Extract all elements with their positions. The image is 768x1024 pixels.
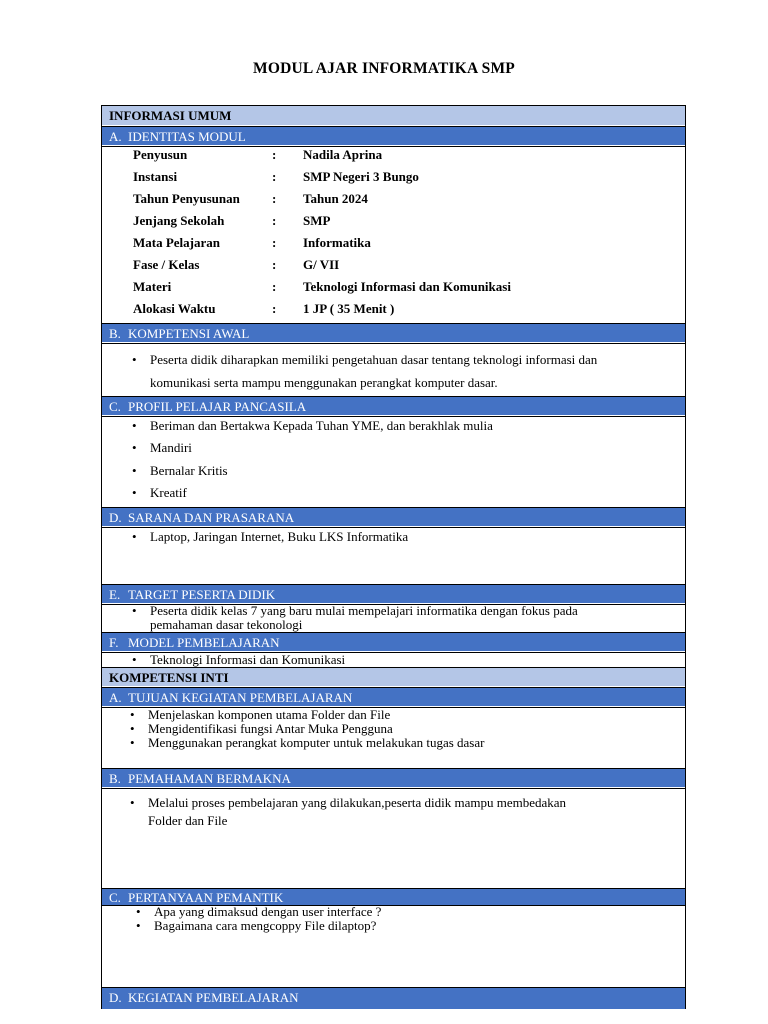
module-table bbox=[101, 105, 686, 1009]
list-item: • Menggunakan perangkat komputer untuk melakukan tugas dasar bbox=[130, 735, 485, 750]
list-item: • Bernalar Kritis bbox=[132, 463, 228, 478]
section-title: MODEL PEMBELAJARAN bbox=[128, 635, 280, 650]
row-key: Materi bbox=[133, 279, 172, 294]
bullet-icon: • bbox=[132, 352, 137, 367]
section-letter: F. bbox=[109, 635, 119, 650]
list-item-continuation: komunikasi serta mampu menggunakan perangkat komputer dasar. bbox=[150, 375, 498, 390]
model-pembelajaran-body bbox=[102, 652, 685, 667]
row-key: Mata Pelajaran bbox=[133, 235, 221, 250]
informasi-umum-header: INFORMASI UMUM bbox=[102, 106, 685, 125]
kompetensi-awal-body bbox=[102, 343, 685, 396]
row-colon: : bbox=[272, 279, 277, 294]
row-key: Alokasi Waktu bbox=[133, 301, 216, 316]
bullet-icon: • bbox=[132, 418, 137, 433]
section-letter: B. bbox=[109, 771, 121, 786]
row-key: Penyusun bbox=[133, 147, 188, 162]
list-item: • Bagaimana cara mengcoppy File dilaptop? bbox=[136, 918, 377, 933]
section-title: TARGET PESERTA DIDIK bbox=[128, 587, 276, 602]
section-letter: E. bbox=[109, 587, 121, 602]
section-title: TUJUAN KEGIATAN PEMBELAJARAN bbox=[128, 690, 353, 705]
row-value: 1 JP ( 35 Menit ) bbox=[303, 301, 395, 316]
bullet-icon: • bbox=[130, 795, 135, 810]
row-value: Tahun 2024 bbox=[303, 191, 368, 206]
list-item: • Peserta didik kelas 7 yang baru mulai mempelajari informatika dengan fokus pada bbox=[132, 603, 578, 618]
row-colon: : bbox=[272, 147, 277, 162]
list-item: • Teknologi Informasi dan Komunikasi bbox=[132, 652, 346, 667]
kompetensi-awal-header bbox=[102, 323, 685, 342]
section-title: PROFIL PELAJAR PANCASILA bbox=[128, 399, 307, 414]
identitas-modul-header bbox=[102, 126, 685, 145]
list-item: • Melalui proses pembelajaran yang dilakukan,peserta didik mampu membedakan bbox=[130, 795, 567, 810]
row-key: Instansi bbox=[133, 169, 178, 184]
row-colon: : bbox=[272, 213, 277, 228]
bullet-icon: • bbox=[132, 440, 137, 455]
row-colon: : bbox=[272, 169, 277, 184]
profil-pelajar-header bbox=[102, 396, 685, 415]
list-item-continuation: pemahaman dasar tekonologi bbox=[150, 617, 303, 632]
list-item: • Mengidentifikasi fungsi Antar Muka Pengguna bbox=[130, 721, 393, 736]
row-value: Nadila Aprina bbox=[303, 147, 383, 162]
bullet-icon: • bbox=[132, 485, 137, 500]
pemahaman-bermakna-header bbox=[102, 768, 685, 787]
section-title: IDENTITAS MODUL bbox=[128, 129, 246, 144]
row-value: SMP Negeri 3 Bungo bbox=[303, 169, 419, 184]
row-value: Teknologi Informasi dan Komunikasi bbox=[303, 279, 511, 294]
bullet-icon: • bbox=[130, 707, 135, 722]
pemahaman-bermakna-body bbox=[102, 788, 685, 888]
bullet-icon: • bbox=[132, 529, 137, 544]
list-item: • Menjelaskan komponen utama Folder dan File bbox=[130, 707, 391, 722]
kegiatan-pembelajaran-header bbox=[102, 987, 685, 1009]
section-letter: D. bbox=[109, 510, 122, 525]
section-title: SARANA DAN PRASARANA bbox=[128, 510, 295, 525]
row-key: Fase / Kelas bbox=[133, 257, 200, 272]
list-item: • Beriman dan Bertakwa Kepada Tuhan YME, dan berakhlak mulia bbox=[132, 418, 493, 433]
section-title: PEMAHAMAN BERMAKNA bbox=[128, 771, 291, 786]
kompetensi-inti-header: KOMPETENSI INTI bbox=[102, 667, 685, 686]
sarana-prasarana-body bbox=[102, 527, 685, 584]
section-letter: B. bbox=[109, 326, 121, 341]
target-peserta-body bbox=[102, 604, 685, 632]
bullet-icon: • bbox=[130, 735, 135, 750]
tujuan-pembelajaran-header bbox=[102, 687, 685, 706]
sarana-prasarana-header bbox=[102, 507, 685, 526]
row-colon: : bbox=[272, 301, 277, 316]
section-title: PERTANYAAN PEMANTIK bbox=[128, 890, 284, 905]
bullet-icon: • bbox=[136, 918, 141, 933]
list-item: • Apa yang dimaksud dengan user interface ? bbox=[136, 904, 382, 919]
row-value: SMP bbox=[303, 213, 331, 228]
section-letter: C. bbox=[109, 890, 121, 905]
list-item: • Peserta didik diharapkan memiliki pengetahuan dasar tentang teknologi informasi dan bbox=[132, 352, 598, 367]
list-item-continuation: Folder dan File bbox=[148, 813, 228, 828]
bullet-icon: • bbox=[130, 721, 135, 736]
list-item: • Mandiri bbox=[132, 440, 192, 455]
bullet-icon: • bbox=[132, 603, 137, 618]
row-value: G/ VII bbox=[303, 257, 340, 272]
pertanyaan-pemantik-body bbox=[102, 905, 685, 987]
row-key: Jenjang Sekolah bbox=[133, 213, 225, 228]
profil-pelajar-body bbox=[102, 416, 685, 507]
section-letter: A. bbox=[109, 129, 122, 144]
row-key: Tahun Penyusunan bbox=[133, 191, 240, 206]
target-peserta-header bbox=[102, 584, 685, 603]
bullet-icon: • bbox=[136, 904, 141, 919]
section-title: KEGIATAN PEMBELAJARAN bbox=[128, 990, 299, 1005]
model-pembelajaran-header bbox=[102, 632, 685, 651]
row-colon: : bbox=[272, 235, 277, 250]
row-colon: : bbox=[272, 257, 277, 272]
section-title: KOMPETENSI AWAL bbox=[128, 326, 250, 341]
section-letter: A. bbox=[109, 690, 122, 705]
section-letter: C. bbox=[109, 399, 121, 414]
row-colon: : bbox=[272, 191, 277, 206]
identitas-modul-body bbox=[102, 146, 685, 323]
bullet-icon: • bbox=[132, 652, 137, 667]
list-item: • Kreatif bbox=[132, 485, 187, 500]
row-value: Informatika bbox=[303, 235, 371, 250]
tujuan-pembelajaran-body bbox=[102, 707, 685, 768]
list-item: • Laptop, Jaringan Internet, Buku LKS Informatika bbox=[132, 529, 409, 544]
page-title: MODUL AJAR INFORMATIKA SMP bbox=[253, 60, 515, 77]
section-letter: D. bbox=[109, 990, 122, 1005]
bullet-icon: • bbox=[132, 463, 137, 478]
